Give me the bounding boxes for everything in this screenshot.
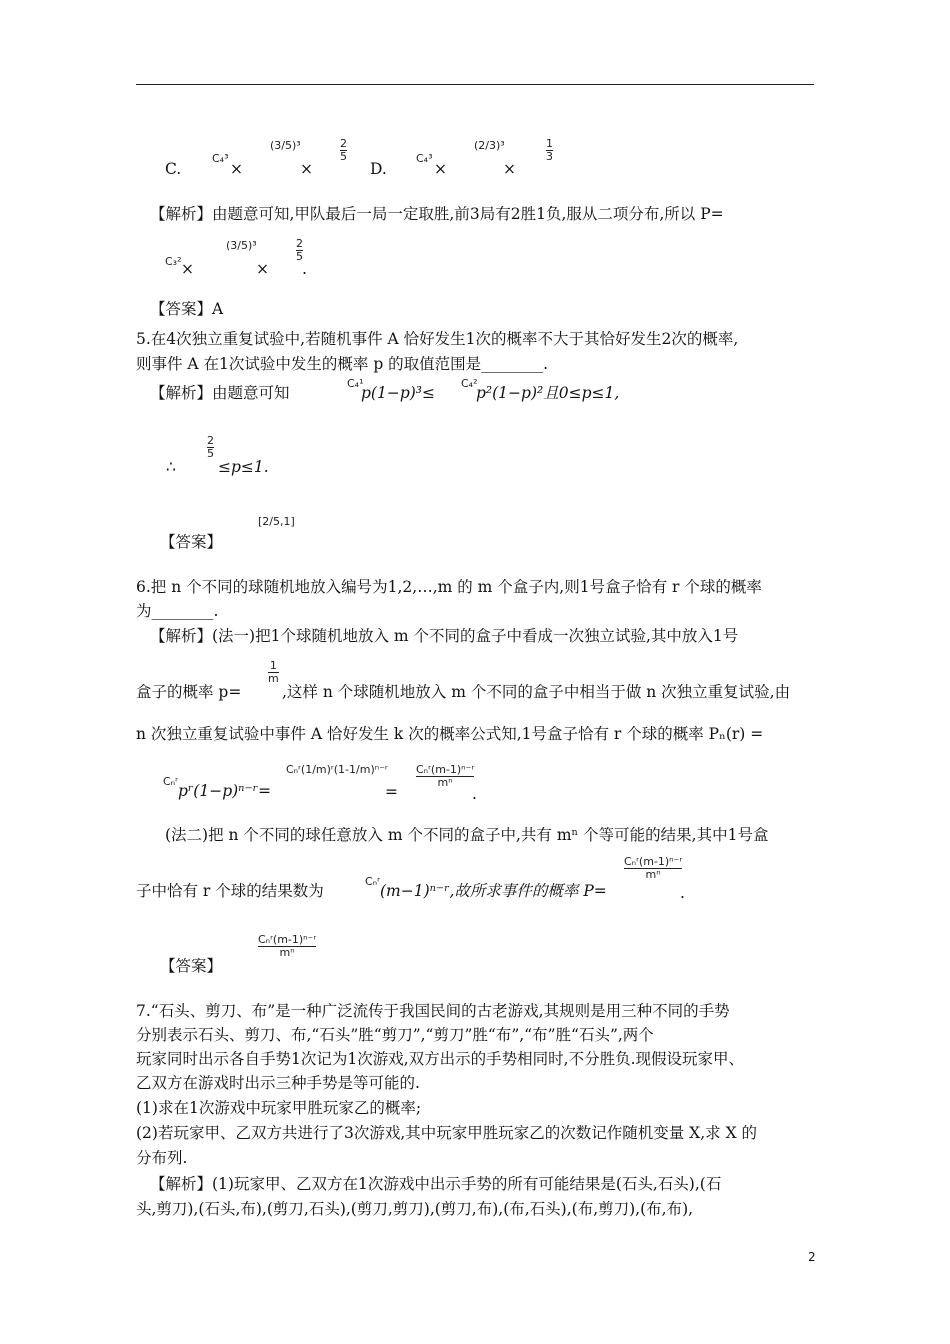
q6-method-2-combination: Cₙʳ — [365, 875, 380, 888]
q5-inequality-left: p(1−p)³≤ — [361, 384, 435, 402]
q6-period-1: . — [472, 785, 477, 803]
option-d-times-2: × — [503, 160, 516, 178]
option-d-label: D. — [370, 160, 387, 178]
q5-answer-interval: [2/5,1] — [258, 515, 295, 528]
q6-analysis-3: n 次独立重复试验中事件 A 恰好发生 k 次的概率公式知,1号盒子恰有 r 个球的概率 Pₙ(r) = — [136, 725, 764, 743]
page-number: 2 — [808, 1250, 816, 1264]
option-d-power: (2/3)³ — [474, 139, 505, 152]
q6-combination: Cₙʳ — [163, 775, 178, 788]
q5-fraction: $\frac{2}{5}$ — [207, 434, 214, 460]
q5-line-1: 5.在4次独立重复试验中,若随机事件 A 恰好发生1次的概率不大于其恰好发生2次的概率, — [136, 330, 739, 348]
header-rule — [136, 84, 814, 85]
q6-method-2-line-2a: 子中恰有 r 个球的结果数为 — [136, 882, 324, 900]
q4-period: . — [302, 260, 307, 278]
q7-line-5: (1)求在1次游戏中玩家甲胜玩家乙的概率; — [136, 1099, 422, 1117]
q5-range: ≤p≤1. — [218, 458, 269, 476]
q6-analysis-2a: 盒子的概率 p= — [136, 683, 242, 701]
q4-power: (3/5)³ — [226, 239, 257, 252]
q7-line-4: 乙双方在游戏时出示三种手势是等可能的. — [136, 1074, 420, 1092]
q5-line-2: 则事件 A 在1次试验中发生的概率 p 的取值范围是________. — [136, 355, 549, 373]
q6-equals: = — [385, 783, 398, 801]
option-c-power: (3/5)³ — [270, 139, 301, 152]
q7-line-7: 分布列. — [136, 1149, 188, 1167]
option-c-times-1: × — [230, 160, 243, 178]
option-c-fraction: $\frac{2}{5}$ — [340, 137, 347, 163]
q6-fraction-1-over-m: $\frac{1}{m}$ — [268, 659, 279, 685]
option-c-label: C. — [165, 160, 182, 178]
q6-result-fraction: $\frac{\text{Cₙʳ(m-1)ⁿ⁻ʳ}}{\text{mⁿ}}$ — [416, 763, 475, 789]
q5-analysis-intro: 【解析】由题意可知 — [150, 384, 290, 402]
q6-method-2-line-1: (法二)把 n 个不同的球任意放入 m 个不同的盒子中,共有 mⁿ 个等可能的结果,其中1号盒 — [165, 826, 769, 844]
q6-line-2: 为________. — [136, 602, 219, 620]
option-c-times-2: × — [300, 160, 313, 178]
q6-answer-label: 【答案】 — [160, 957, 223, 975]
q6-period-2: . — [680, 884, 685, 902]
q6-formula-left: pʳ(1−p)ⁿ⁻ʳ= — [178, 782, 271, 800]
q6-binomial-expression: Cₙʳ(1/m)ʳ(1-1/m)ⁿ⁻ʳ — [286, 763, 388, 776]
q5-therefore: ∴ — [166, 458, 176, 476]
q6-line-1: 6.把 n 个不同的球随机地放入编号为1,2,…,m 的 m 个盒子内,则1号盒子恰有 r 个球的概率 — [136, 578, 762, 596]
q4-times-2: × — [256, 260, 269, 278]
q7-line-6: (2)若玩家甲、乙双方共进行了3次游戏,其中玩家甲胜玩家乙的次数记作随机变量 X,求 X 的 — [136, 1124, 758, 1142]
q7-analysis-1: 【解析】(1)玩家甲、乙双方在1次游戏中出示手势的所有可能结果是(石头,石头),(石 — [150, 1175, 722, 1193]
q4-times-1: × — [181, 260, 194, 278]
q7-analysis-2: 头,剪刀),(石头,布),(剪刀,石头),(剪刀,剪刀),(剪刀,布),(布,石头),(布,剪刀),(布,布), — [136, 1200, 694, 1218]
q7-line-3: 玩家同时出示各自手势1次记为1次游戏,双方出示的手势相同时,不分胜负.现假设玩家甲、 — [136, 1050, 745, 1068]
q6-answer-fraction: $\frac{\text{Cₙʳ(m-1)ⁿ⁻ʳ}}{\text{mⁿ}}$ — [258, 933, 317, 959]
q5-inequality-right: p²(1−p)²且0≤p≤1, — [476, 384, 620, 402]
q6-method-2-fraction: $\frac{\text{Cₙʳ(m-1)ⁿ⁻ʳ}}{\text{mⁿ}}$ — [624, 855, 683, 881]
q7-line-1: 7.“石头、剪刀、布”是一种广泛流传于我国民间的古老游戏,其规则是用三种不同的手势 — [136, 1002, 730, 1020]
q5-answer-label: 【答案】 — [160, 533, 223, 551]
option-c-combination: C₄³ — [212, 152, 229, 165]
q4-fraction: $\frac{2}{5}$ — [296, 237, 303, 263]
q6-analysis-2b: ,这样 n 个球随机地放入 m 个不同的盒子中相当于做 n 次独立重复试验,由 — [282, 683, 791, 701]
option-d-times-1: × — [434, 160, 447, 178]
q4-combination: C₃² — [165, 255, 182, 268]
option-d-combination: C₄³ — [416, 152, 433, 165]
option-d-fraction: $\frac{1}{3}$ — [546, 137, 553, 163]
q5-combination-1: C₄¹ — [347, 377, 364, 390]
q6-analysis-1: 【解析】(法一)把1个球随机地放入 m 个不同的盒子中看成一次独立试验,其中放入1号 — [150, 627, 739, 645]
q7-line-2: 分别表示石头、剪刀、布,“石头”胜“剪刀”,“剪刀”胜“布”,“布”胜“石头”,两个 — [136, 1026, 654, 1044]
q4-answer: 【答案】A — [150, 300, 224, 318]
q5-combination-2: C₄² — [461, 377, 478, 390]
q6-method-2-line-2b: (m−1)ⁿ⁻ʳ,故所求事件的概率 P= — [380, 882, 607, 900]
q4-analysis: 【解析】由题意可知,甲队最后一局一定取胜,前3局有2胜1负,服从二项分布,所以 P= — [150, 205, 724, 223]
